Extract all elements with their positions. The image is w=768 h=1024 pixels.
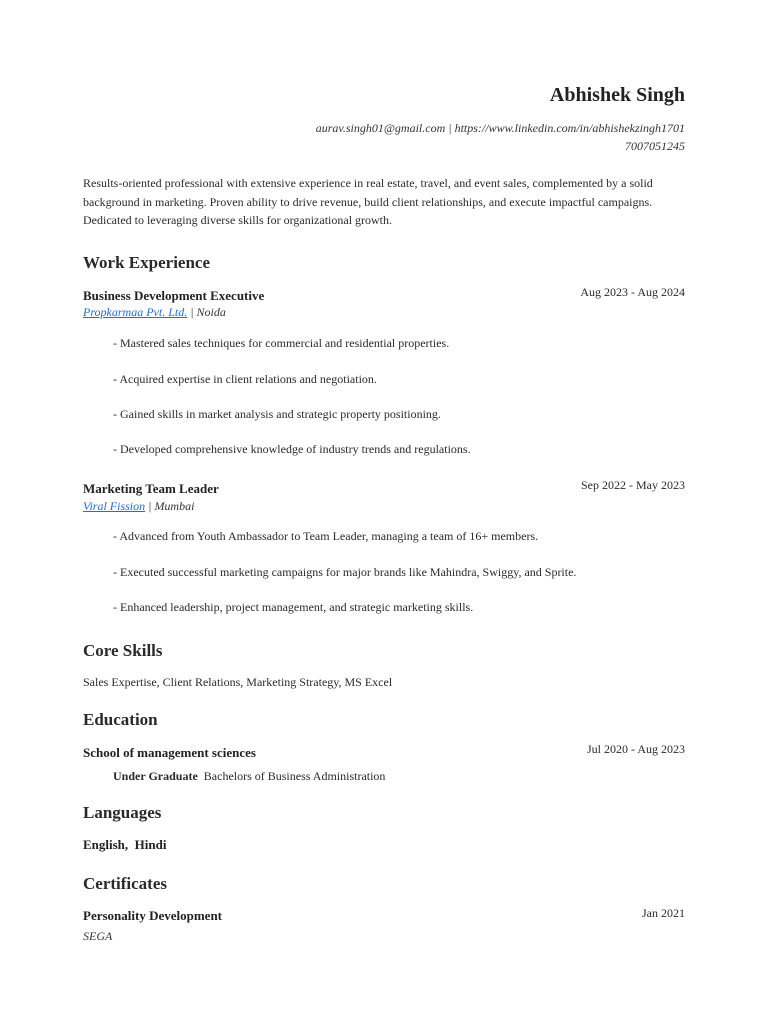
company-link[interactable]: Propkarmaa Pvt. Ltd. [83, 305, 188, 319]
job-location: Mumbai [154, 499, 195, 513]
phone: 7007051245 [625, 139, 685, 153]
linkedin-url[interactable]: https://www.linkedin.com/in/abhishekzingh1701 [454, 121, 685, 135]
contact-block [316, 119, 685, 155]
email[interactable]: aurav.singh01@gmail.com [315, 121, 446, 135]
job-location: Noida [196, 305, 226, 319]
job-company: Viral Fission | Mumbai [83, 499, 195, 513]
contact-line [316, 119, 685, 137]
certificate-issuer: SEGA [83, 929, 113, 943]
job-dates: Aug 2023 - Aug 2024 [580, 285, 685, 299]
job-bullet: - Executed successful marketing campaigns for major brands like Mahindra, Swiggy, and Sprite. [113, 565, 577, 579]
languages-heading: Languages [83, 803, 162, 822]
job-company: Propkarmaa Pvt. Ltd. | Noida [83, 305, 226, 319]
core-skills-heading: Core Skills [83, 641, 163, 660]
education-dates: Jul 2020 - Aug 2023 [586, 742, 685, 756]
job-dates: Sep 2022 - May 2023 [581, 478, 685, 492]
skills-list: Sales Expertise, Client Relations, Marketing Strategy, MS Excel [83, 675, 393, 689]
job-bullet: - Developed comprehensive knowledge of industry trends and regulations. [113, 442, 471, 456]
job-bullet: - Enhanced leadership, project management, and strategic marketing skills. [113, 600, 474, 614]
resume-name: Abhishek Singh [549, 84, 685, 106]
education-heading: Education [83, 710, 158, 729]
languages-list: English, Hindi [83, 837, 167, 852]
job-bullet: - Mastered sales techniques for commercial and residential properties. [113, 336, 450, 350]
separator: | [448, 121, 452, 135]
degree-line [113, 769, 385, 784]
school-name: School of management sciences [83, 745, 256, 760]
certificate-title: Personality Development [83, 908, 223, 923]
language-item: English [83, 837, 125, 852]
job-title: Marketing Team Leader [83, 481, 219, 496]
certificates-heading: Certificates [83, 874, 168, 893]
company-link[interactable]: Viral Fission [83, 499, 146, 513]
summary: Results-oriented professional with extensive experience in real estate, travel, and event sales, complemented by a solid background in marketing. Proven ability to drive revenue, build client relationships, and execute impactful campaigns. Dedicated to leveraging diverse skills for organizational growth. [83, 176, 653, 227]
work-experience-heading: Work Experience [83, 253, 211, 272]
job-bullet: - Gained skills in market analysis and strategic property positioning. [113, 407, 441, 421]
certificate-date: Jan 2021 [642, 906, 685, 920]
job-title: Business Development Executive [83, 288, 265, 303]
language-item: Hindi [134, 837, 167, 852]
job-bullet: - Advanced from Youth Ambassador to Team Leader, managing a team of 16+ members. [113, 529, 539, 543]
degree-name: Bachelors of Business Administration [203, 769, 386, 783]
degree-level: Under Graduate [113, 769, 198, 783]
job-bullet: - Acquired expertise in client relations and negotiation. [113, 372, 377, 386]
